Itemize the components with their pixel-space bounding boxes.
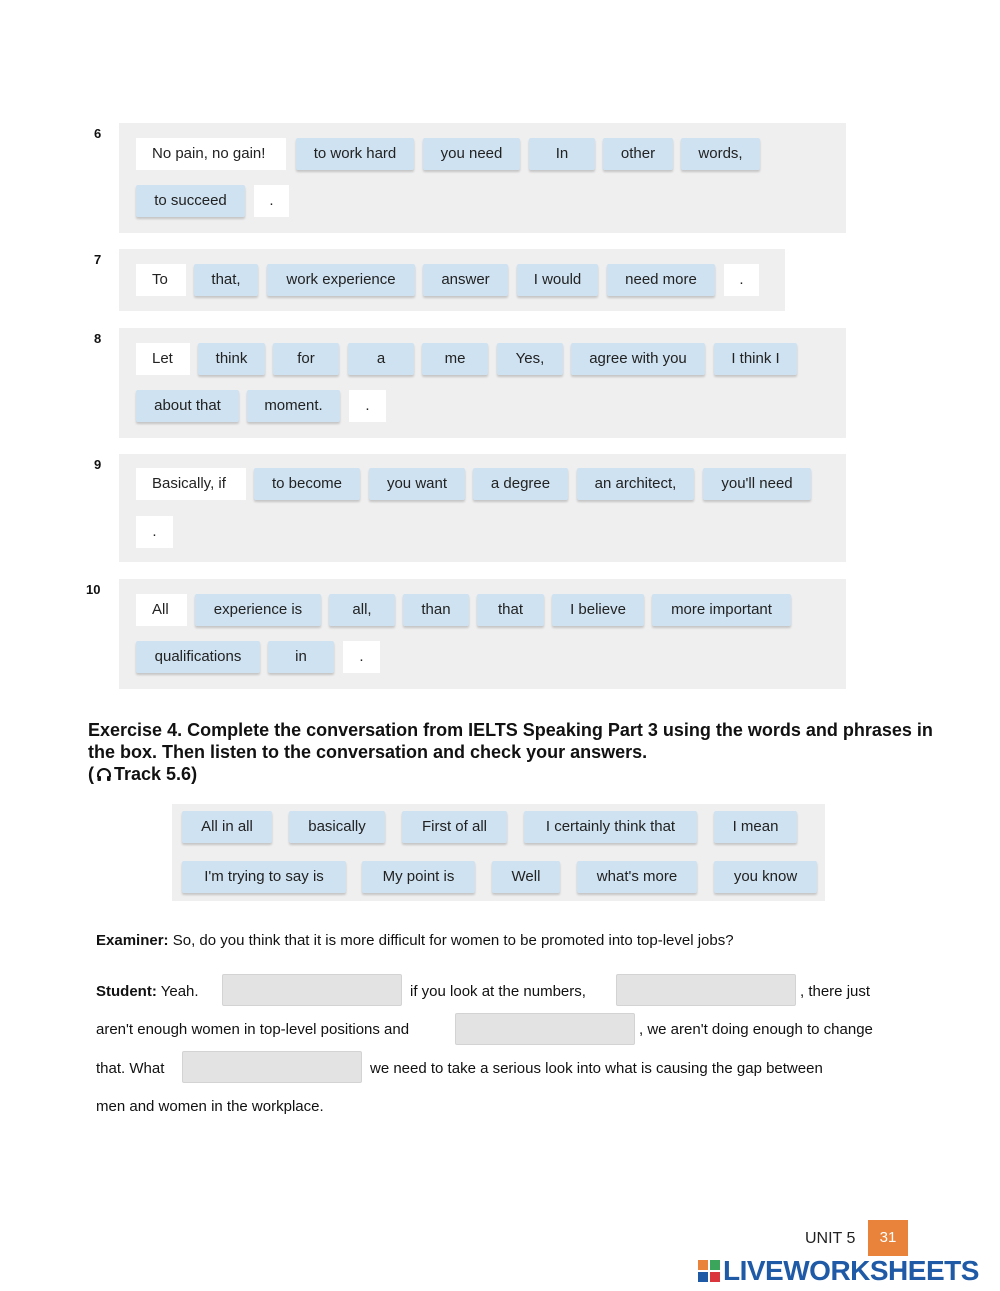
draggable-word[interactable]: Yes, — [497, 343, 563, 375]
fixed-word: Let — [136, 343, 190, 375]
draggable-word[interactable]: In — [529, 138, 595, 170]
unit-label: UNIT 5 — [805, 1230, 856, 1247]
item-number-10: 10 — [86, 582, 101, 597]
draggable-word[interactable]: more important — [652, 594, 791, 626]
draggable-word[interactable]: you'll need — [703, 468, 811, 500]
word-option[interactable]: what's more — [577, 861, 697, 893]
draggable-word[interactable]: experience is — [195, 594, 321, 626]
student-label: Student: — [96, 983, 157, 1000]
draggable-word[interactable]: a degree — [473, 468, 568, 500]
answer-blank-1[interactable] — [222, 974, 402, 1006]
draggable-word[interactable]: a — [348, 343, 414, 375]
answer-blank-3[interactable] — [455, 1013, 635, 1045]
draggable-word[interactable]: words, — [681, 138, 760, 170]
word-option[interactable]: My point is — [362, 861, 475, 893]
draggable-word[interactable]: I believe — [552, 594, 644, 626]
draggable-word[interactable]: I would — [517, 264, 598, 296]
exercise-4-instructions: Exercise 4. Complete the conversation from IELTS Speaking Part 3 using the words and phrases in the box. Then listen to the conversation and check your answers. — [88, 720, 933, 762]
item-number-9: 9 — [94, 457, 102, 472]
fixed-word: All — [136, 594, 187, 626]
fixed-word: To — [136, 264, 186, 296]
conversation-text: if you look at the numbers, — [410, 983, 586, 1000]
exercise-4-title — [88, 719, 938, 785]
word-option[interactable]: basically — [289, 811, 385, 843]
word-option[interactable]: I certainly think that — [524, 811, 697, 843]
conversation-text: Yeah. — [160, 983, 199, 1000]
draggable-word[interactable]: about that — [136, 390, 239, 422]
track-open-paren: ( — [88, 764, 94, 784]
conversation-text: aren't enough women in top-level positions and — [96, 1021, 410, 1038]
item-number-7: 7 — [94, 252, 102, 267]
logo-squares-icon — [698, 1260, 720, 1282]
conversation-text: we need to take a serious look into what is causing the gap between — [370, 1060, 823, 1077]
draggable-word[interactable]: answer — [423, 264, 508, 296]
examiner-label: Examiner: — [96, 932, 169, 949]
draggable-word[interactable]: qualifications — [136, 641, 260, 673]
draggable-word[interactable]: all, — [329, 594, 395, 626]
sentence-period: . — [343, 641, 380, 673]
item-number-8: 8 — [94, 331, 102, 346]
word-option[interactable]: I mean — [714, 811, 797, 843]
examiner-line — [96, 932, 734, 949]
draggable-word[interactable]: you want — [369, 468, 465, 500]
student-line-start — [96, 983, 199, 1000]
draggable-word[interactable]: to become — [254, 468, 360, 500]
draggable-word[interactable]: need more — [607, 264, 715, 296]
draggable-word[interactable]: you need — [423, 138, 520, 170]
answer-blank-4[interactable] — [182, 1051, 362, 1083]
draggable-word[interactable]: agree with you — [571, 343, 705, 375]
draggable-word[interactable]: me — [422, 343, 488, 375]
answer-blank-2[interactable] — [616, 974, 796, 1006]
draggable-word[interactable]: in — [268, 641, 334, 673]
draggable-word[interactable]: to work hard — [296, 138, 414, 170]
draggable-word[interactable]: to succeed — [136, 185, 245, 217]
draggable-word[interactable]: that, — [194, 264, 258, 296]
draggable-word[interactable]: an architect, — [577, 468, 694, 500]
word-option[interactable]: Well — [492, 861, 560, 893]
conversation-text: , we aren't doing enough to change — [639, 1021, 873, 1038]
sentence-period: . — [254, 185, 289, 217]
draggable-word[interactable]: that — [477, 594, 544, 626]
word-option[interactable]: All in all — [182, 811, 272, 843]
draggable-word[interactable]: think — [198, 343, 265, 375]
item-number-6: 6 — [94, 126, 102, 141]
conversation-text: , there just — [800, 983, 871, 1000]
sentence-period: . — [349, 390, 386, 422]
conversation-text: that. What — [96, 1060, 165, 1077]
draggable-word[interactable]: other — [603, 138, 673, 170]
track-label: Track 5.6) — [114, 764, 198, 784]
brand-name: LIVEWORKSHEETS — [723, 1255, 979, 1286]
sentence-period: . — [136, 516, 173, 548]
page-number: 31 — [868, 1220, 908, 1256]
word-option[interactable]: you know — [714, 861, 817, 893]
draggable-word[interactable]: for — [273, 343, 339, 375]
draggable-word[interactable]: work experience — [267, 264, 415, 296]
word-option[interactable]: First of all — [402, 811, 507, 843]
liveworksheets-logo — [698, 1256, 979, 1286]
examiner-text: So, do you think that it is more difficult for women to be promoted into top-level jobs? — [172, 932, 734, 949]
sentence-period: . — [724, 264, 759, 296]
word-option[interactable]: I'm trying to say is — [182, 861, 346, 893]
draggable-word[interactable]: than — [403, 594, 469, 626]
fixed-word: No pain, no gain! — [136, 138, 286, 170]
headphones-icon — [94, 763, 114, 785]
draggable-word[interactable]: moment. — [247, 390, 340, 422]
fixed-word: Basically, if — [136, 468, 246, 500]
conversation-text: men and women in the workplace. — [96, 1098, 324, 1115]
draggable-word[interactable]: I think I — [714, 343, 797, 375]
